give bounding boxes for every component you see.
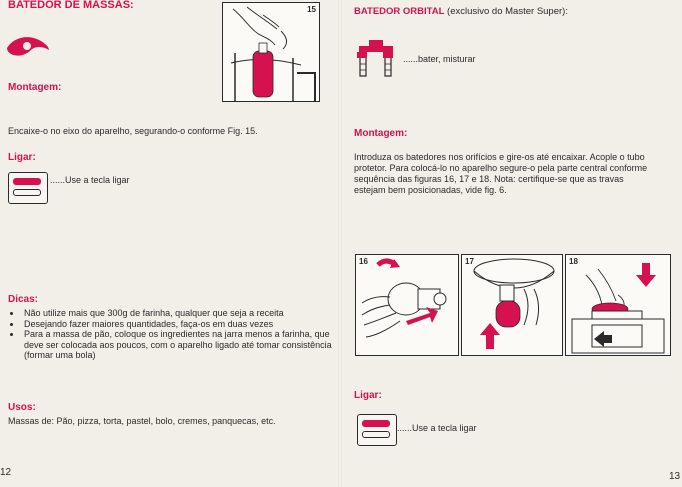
- left-title: BATEDOR DE MASSAS:: [8, 0, 134, 11]
- right-title: [354, 6, 568, 17]
- left-ligar-heading: Ligar:: [8, 152, 36, 163]
- figure-15-number: 15: [307, 5, 316, 14]
- power-switch-icon: [8, 172, 48, 204]
- figure-17: [461, 254, 563, 356]
- usos-heading: Usos:: [8, 402, 36, 413]
- orbital-title: BATEDOR ORBITAL: [354, 6, 445, 17]
- left-page-number: 12: [0, 467, 12, 478]
- left-ligar-text: ......Use a tecla ligar: [50, 175, 130, 185]
- right-montagem-text: Introduza os batedores nos orifícios e gire-os até encaixar. Acople o tubo protetor. Para colocá-lo no aparelho segure-o pela parte central conforme sequência das figuras 16, 17 e 18. Nota: certifique-se que as travas estejam bem posicionadas, vide fig. 6.: [354, 152, 648, 195]
- figure-18: [565, 254, 671, 356]
- right-page: [341, 0, 682, 487]
- dicas-item: • Para a massa de pão, coloque os ingredientes na jarra menos a farinha, que deve ser colocada aos poucos, com o aparelho ligado até tomar consistência (formar uma bola): [22, 329, 332, 361]
- usos-text: Massas de: Pão, pizza, torta, pastel, bolo, cremes, panquecas, etc.: [8, 416, 276, 426]
- left-montagem-heading: Montagem:: [8, 82, 62, 93]
- orbital-beater-icon: [355, 40, 401, 78]
- dicas-item: • Não utilize mais que 300g de farinha, qualquer que seja a receita: [22, 308, 332, 319]
- switch-off-key: [13, 189, 41, 196]
- right-ligar-text: ......Use a tecla ligar: [397, 423, 477, 433]
- figure-16: [355, 254, 459, 356]
- left-montagem-text: Encaixe-o no eixo do aparelho, segurando-o conforme Fig. 15.: [8, 126, 258, 136]
- figure-17-number: 17: [465, 257, 474, 266]
- switch-on-key: [13, 178, 41, 185]
- figure-16-number: 16: [359, 257, 368, 266]
- right-montagem-heading: Montagem:: [354, 128, 408, 139]
- switch-on-key: [362, 420, 390, 427]
- dough-hook-icon: [5, 34, 51, 60]
- beaters-and-tube-illustration: [356, 255, 458, 355]
- switch-off-key: [362, 431, 390, 438]
- orbital-text: ......bater, misturar: [403, 54, 476, 64]
- dicas-list: [10, 308, 332, 361]
- hand-inserting-hook-illustration: [223, 3, 319, 101]
- power-switch-icon: [357, 414, 397, 446]
- dicas-heading: Dicas:: [8, 294, 39, 305]
- dicas-item: • Desejando fazer maiores quantidades, faça-os em duas vezes: [22, 319, 332, 330]
- left-page: [0, 0, 340, 487]
- figure-18-number: 18: [569, 257, 578, 266]
- mounting-on-appliance-illustration: [566, 255, 670, 355]
- right-ligar-heading: Ligar:: [354, 390, 382, 401]
- orbital-title-note: (exclusivo do Master Super):: [444, 6, 568, 17]
- figure-15: [222, 2, 320, 102]
- tube-on-beaters-illustration: [462, 255, 562, 355]
- right-page-number: 13: [669, 471, 681, 482]
